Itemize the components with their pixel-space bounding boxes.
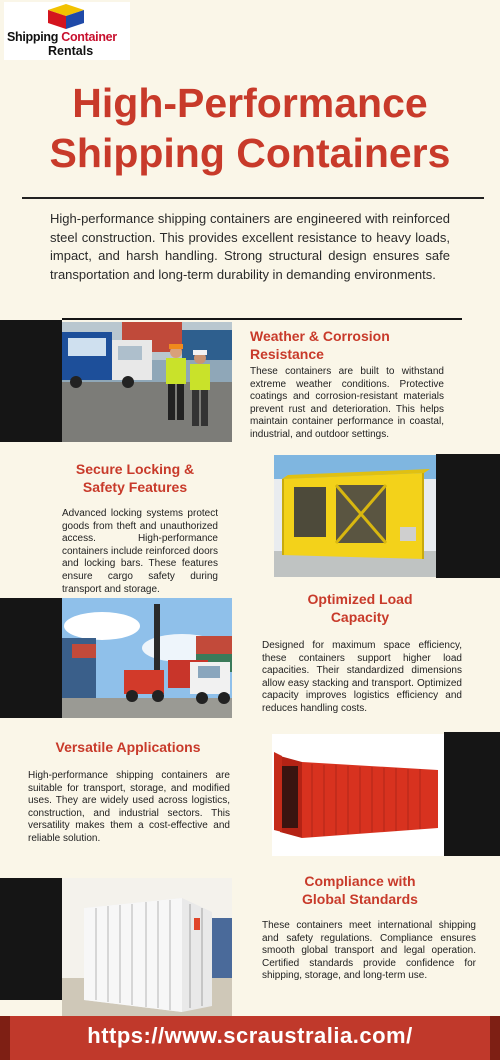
decor-black-bar bbox=[444, 732, 500, 856]
intro-paragraph: High-performance shipping containers are engineered with reinforced steel construction. This provides excellent resistance to heavy loads, impact, and harsh handling. Strong structural design ensures safe transportation and long-term durability in demanding environments. bbox=[50, 211, 450, 282]
brand-logo[interactable] bbox=[4, 2, 130, 60]
section-title-capacity bbox=[262, 590, 458, 626]
section-title-line: Secure Locking & bbox=[75, 461, 195, 477]
section-body-locking: Advanced locking systems protect goods from theft and unauthorized access. High-performance containers include reinforced doors and locking bars. These features ensure cargo safety during transport and storage. bbox=[62, 508, 218, 595]
section-title-line: Versatile Applications bbox=[55, 739, 201, 755]
decor-black-bar bbox=[0, 878, 62, 1000]
section-body-capacity: Designed for maximum space efficiency, these containers support higher load capacities. Their standardized dimensions allow easy stacking and transport. Optimized capacity improves logistics efficiency and reduces handling costs. bbox=[262, 640, 462, 714]
section-title-line: Capacity bbox=[330, 609, 390, 625]
decor-black-bar bbox=[436, 454, 500, 578]
section-body-compliance: These containers meet international shipping and safety regulations. Compliance ensures smooth global transport and legal operation. Certified standards provide confidence for shipping, storage, and long-term use. bbox=[262, 920, 476, 982]
page-title-line2: Shipping Containers bbox=[49, 130, 451, 176]
decor-black-bar bbox=[0, 320, 62, 442]
section-title-line: Safety Features bbox=[82, 479, 188, 495]
section-body-versatile: High-performance shipping containers are suitable for transport, storage, and modified uses. They are widely used across logistics, construction, and industrial sectors. This versatility makes them a cost-effective and reliable solution. bbox=[28, 770, 230, 844]
yellow-container-photo bbox=[274, 455, 436, 577]
red-container-photo bbox=[272, 734, 444, 856]
section-title-line: Optimized Load bbox=[307, 591, 413, 607]
section-title-weather bbox=[250, 327, 470, 363]
section-body-weather: These containers are built to withstand extreme weather conditions. Protective coatings and corrosion-resistant materials prevent rust and deterioration. This helps maintain container performance in coastal, industrial, and outdoor settings. bbox=[250, 366, 444, 440]
section-title-line: Weather & Corrosion bbox=[250, 328, 390, 344]
page-title-line1: High-Performance bbox=[72, 80, 428, 126]
container-logo-icon bbox=[44, 2, 88, 30]
footer-banner bbox=[0, 1016, 500, 1060]
website-link[interactable]: https://www.scraustralia.com/ bbox=[87, 1023, 413, 1048]
section-title-versatile bbox=[28, 738, 228, 756]
logo-text-line1 bbox=[7, 30, 117, 44]
title-divider bbox=[22, 197, 484, 199]
port-forklift-photo bbox=[62, 598, 232, 718]
section-title-compliance bbox=[260, 872, 460, 908]
section-title-line: Global Standards bbox=[302, 891, 418, 907]
section-title-line: Resistance bbox=[250, 346, 324, 362]
logo-text-word: Shipping bbox=[7, 30, 62, 44]
section-divider bbox=[62, 318, 462, 320]
section-title-line: Compliance with bbox=[304, 873, 416, 889]
logo-text-line2: Rentals bbox=[48, 44, 94, 58]
white-container-photo bbox=[62, 878, 232, 1016]
decor-black-bar bbox=[0, 598, 62, 718]
section-title-locking bbox=[50, 460, 220, 496]
trucks-workers-photo bbox=[62, 322, 232, 442]
page-title bbox=[0, 78, 500, 178]
logo-text-word: Container bbox=[61, 30, 117, 44]
